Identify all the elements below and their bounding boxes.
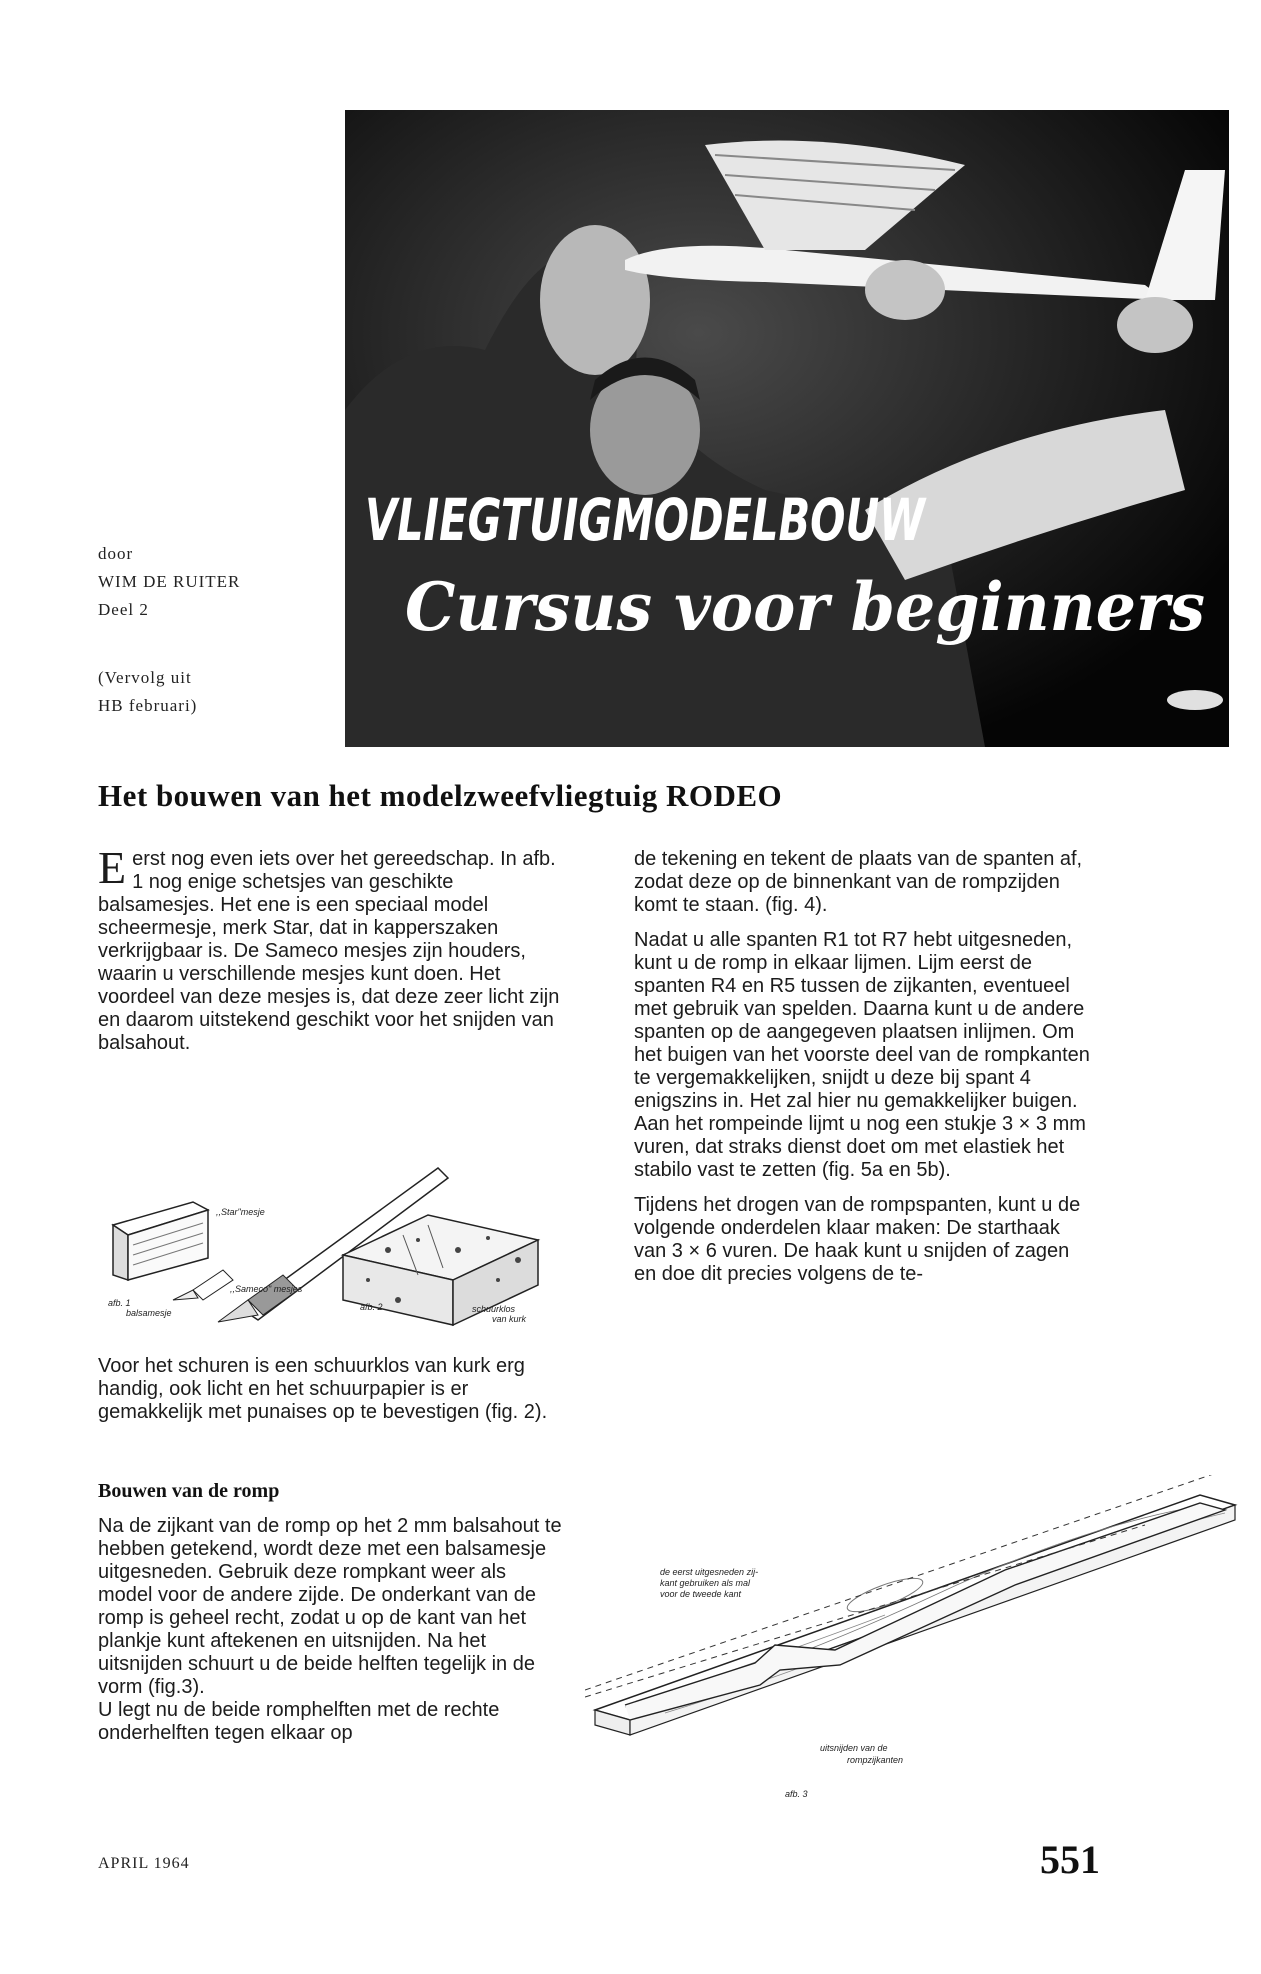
header-photo	[345, 110, 1229, 747]
byline-part: Deel 2	[98, 600, 149, 619]
article-headline: Het bouwen van het modelzweefvliegtuig RODEO	[98, 778, 783, 813]
subheading-romp: Bouwen van de romp	[98, 1480, 280, 1502]
page-number: 551	[1040, 1837, 1100, 1882]
intro-text: erst nog even iets over het gereedschap. In afb. 1 nog enige schetsjes van geschikte balsamesjes. Het ene is een speciaal model scheermesje, merk Star, dat in kapperszaken verkrijgbaar is. De Sameco mesjes zijn houders, waarin u verschillende mesjes kunt doen. Het voordeel van deze mesjes is, dat deze zeer licht zijn en daarom uitstekend geschikt voor het snijden van balsahout.	[98, 848, 560, 1054]
fig3-cut-1: uitsnijden van de	[820, 1743, 888, 1753]
tools-illustration	[98, 1140, 574, 1350]
label-afb1: afb. 1	[108, 1298, 131, 1308]
star-blade-drawing	[113, 1202, 208, 1280]
drop-cap: E	[98, 842, 127, 893]
label-star: ,,Star"mesje	[216, 1207, 265, 1217]
fig3-note-1: de eerst uitgesneden zij-	[660, 1567, 759, 1577]
byline-continued-1: (Vervolg uit	[98, 668, 192, 687]
right-column	[634, 848, 1096, 1298]
label-afb1-caption: balsamesje	[126, 1308, 172, 1318]
right-paragraph-3: Tijdens het drogen van de rompspanten, kunt u de volgende onderdelen klaar maken: De starthaak van 3 × 6 vuren. De haak kunt u snijden of zagen en doe dit precies volgens de te-	[634, 1194, 1081, 1285]
romp-paragraph-1: Na de zijkant van de romp op het 2 mm balsahout te hebben getekend, wordt deze met een balsamesje uitgesneden. Gebruik deze rompkant weer als model voor de andere zijde. De onderkant van de romp is geheel recht, zodat u op de kant van het plankje kunt aftekenen en uitsnijden. Na het uitsnijden schuurt u de beide helften tegelijk in de vorm (fig.3).	[98, 1515, 562, 1698]
fig3-note-2: kant gebruiken als mal	[660, 1578, 751, 1588]
photo-title-line1: VLIEGTUIGMODELBOUW	[365, 486, 928, 554]
intro-paragraph	[98, 842, 564, 1067]
byline-continued-2: HB februari)	[98, 696, 198, 715]
label-afb2: afb. 2	[360, 1302, 383, 1312]
figure-1-2	[98, 1140, 574, 1350]
byline-by: door	[98, 544, 134, 563]
byline	[98, 540, 328, 720]
byline-author: WIM DE RUITER	[98, 572, 241, 591]
issue-date: APRIL 1964	[98, 1855, 190, 1872]
figure-3	[585, 1475, 1245, 1825]
sanding-paragraph	[98, 1355, 564, 1436]
label-afb2-caption-2: van kurk	[492, 1314, 527, 1324]
sanding-text: Voor het schuren is een schuurklos van kurk erg handig, ook licht en het schuurpapier is er gemakkelijk met punaises op te bevestigen (fig. 2).	[98, 1355, 548, 1423]
label-afb2-caption-1: schuurklos	[472, 1304, 516, 1314]
label-sameco: ,,Sameco" mesjes	[230, 1284, 303, 1294]
right-paragraph-1: de tekening en tekent de plaats van de spanten af, zodat deze op de binnenkant van de rompzijden komt te staan. (fig. 4).	[634, 848, 1083, 916]
right-paragraph-2: Nadat u alle spanten R1 tot R7 hebt uitgesneden, kunt u de romp in elkaar lijmen. Lijm eerst de spanten R4 en R5 tussen de zijkanten, eventueel met gebruik van spelden. Daarna kunt u de andere spanten op de aangegeven plaatsen inlijmen. Om het buigen van het voorste deel van de rompkanten te vergemakkelijken, snijdt u deze bij spant 4 enigszins in. Het zal hier nu gemakkelijker buigen. Aan het rompeinde lijmt u nog een stukje 3 × 3 mm vuren, dat straks dienst doet om met elastiek het stabilo vast te zetten (fig. 5a en 5b).	[634, 929, 1090, 1181]
photo-title-line2: Cursus voor beginners	[405, 568, 1205, 646]
fig3-cut-2: rompzijkanten	[847, 1755, 904, 1765]
romp-section	[98, 1515, 564, 1757]
fig3-afb3: afb. 3	[785, 1789, 808, 1799]
photo-illustration	[345, 110, 1229, 747]
balsa-plank-illustration	[585, 1475, 1245, 1825]
romp-paragraph-2: U legt nu de beide romphelften met de rechte onderhelften tegen elkaar op	[98, 1699, 500, 1744]
fig3-note-3: voor de tweede kant	[660, 1589, 742, 1599]
